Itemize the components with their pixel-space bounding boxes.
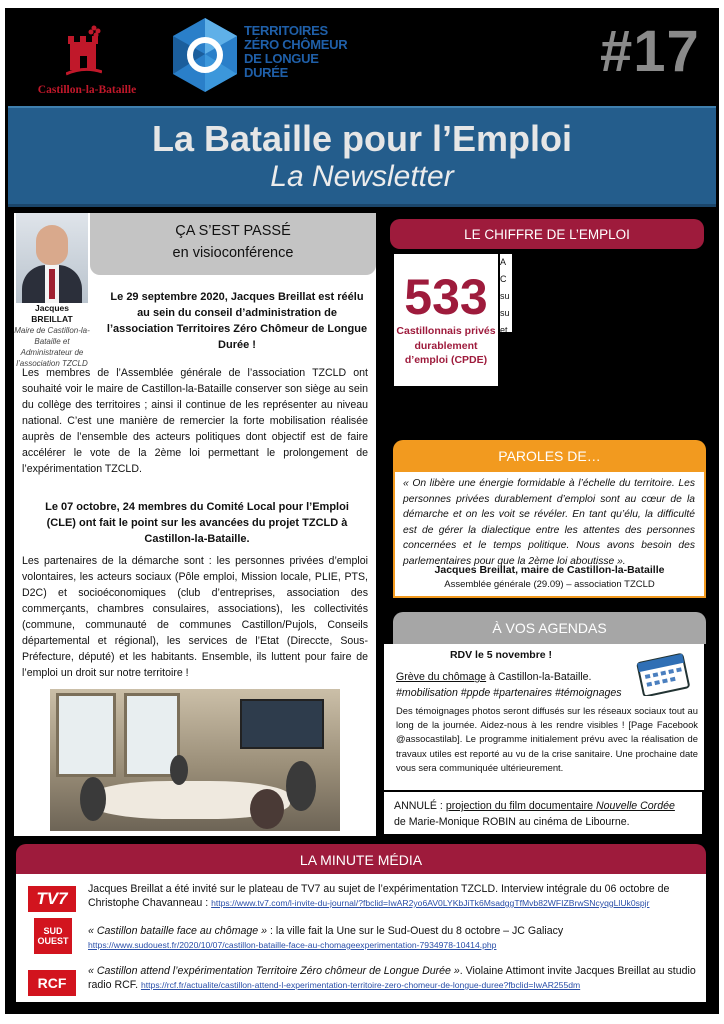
- paroles-author: Jacques Breillat, maire de Castillon-la-Bataille: [434, 564, 665, 576]
- chiffre-label: Castillonnais privés durablement d’emploi (CPDE): [396, 325, 496, 366]
- newsletter-title: La Bataille pour l’Emploi: [151, 118, 573, 159]
- media-link[interactable]: https://www.tv7.com/l-invite-du-journal/?fbclid=IwAR2yo6AV0LYKbJiTk6MsadggTfMvb82WFIZBrwSNcyqgLlUk0spjr: [211, 898, 650, 908]
- castle-icon: [66, 22, 102, 78]
- agenda-event: Grève du chômage à Castillon-la-Bataille.: [396, 671, 592, 683]
- media-box: [16, 874, 706, 1002]
- body-paragraph-1: Les membres de l’Assemblée générale de l’association TZCLD ont souhaité voir le maire de Castillon-la-Bataille conserver son siège au sein du collège des territoires ; ainsi il continue de les représenter au niveau national. C’est une manière de remercier la forte mobilisation réalisée auprès de l’ensemble des acteurs politiques dont objectif est de faire accélérer le vote de la 2ème loi permettant le prolongement de l’expérimentation TZCLD.: [22, 367, 368, 475]
- paroles-box: [393, 470, 706, 598]
- chiffre-title: LE CHIFFRE DE L’EMPLOI: [464, 227, 630, 242]
- lead-paragraph-1: Le 29 septembre 2020, Jacques Breillat est réélu au sein du conseil d’administration de l’association Territoires Zéro Chômeur de Longue Durée !: [106, 291, 368, 351]
- media-header: [16, 844, 706, 874]
- paroles-title: PAROLES DE…: [498, 448, 601, 464]
- paroles-header: [393, 440, 706, 470]
- agenda-date: RDV le 5 novembre !: [438, 644, 564, 666]
- hexagon-logo-icon: [170, 16, 240, 96]
- lead-paragraph-2: Le 07 octobre, 24 membres du Comité Local pour l’Emploi (CLE) ont fait le point sur les avancées du projet TZCLD à Castillon-la-Bataille.: [45, 501, 349, 545]
- paroles-quote: « On libère une énergie formidable à l’échelle du territoire. Les personnes privées durablement d’emploi sont au cœur de la démarche et on les voit se révéler. En tant qu’élu, la difficulté est de gérer la dialectique entre les attentes des personnes concernées et le temps politique. Nous avons besoin des parlementaires pour que la 2ème loi aboutisse ».: [403, 478, 695, 567]
- chiffre-number: 533: [404, 269, 488, 325]
- media-item-text: « Castillon bataille face au chômage » : la ville fait la Une sur le Sud-Ouest du 8 octobre – JC Galiacy https://www.sudouest.fr/2020/10/07/castillon-bataille-face-au-chomageexperimentation-7934978-10414.php: [88, 925, 564, 950]
- annule-link[interactable]: projection du film documentaire Nouvelle Cordée: [445, 800, 675, 812]
- agenda-event-link[interactable]: Grève du chômage: [396, 671, 487, 683]
- media-link[interactable]: https://www.sudouest.fr/2020/10/07/castillon-bataille-face-au-chomageexperimentation-7934978-10414.php: [88, 940, 497, 950]
- agenda-header: [393, 612, 706, 644]
- meeting-photo: [50, 689, 340, 831]
- tv7-logo-icon: TV7: [28, 886, 76, 912]
- sudouest-logo-icon: SUD OUEST: [34, 918, 72, 954]
- mayor-portrait: [16, 213, 88, 303]
- chiffre-clipped-text: A C su su et: [500, 254, 512, 332]
- portrait-name: Jacques BREILLAT: [31, 303, 73, 324]
- body-paragraph-2: Les partenaires de la démarche sont : les personnes privées d’emploi volontaires, les acteurs sociaux (Pôle emploi, Mission locale, PLIE, PTS, D2C) et socioéconomiques (club d’entreprises, association des commerçants, chambres consulaires, associations), les collectivités (commune, communauté de communes Castillon/Pujols, Conseils départemental et régional), les services de l’Etat (Direccte, Sous-Préfecture, député) et les habitants. Ensemble, ils luttent pour faire de l’emploi un droit sur notre territoire !: [22, 555, 368, 679]
- agenda-title: À VOS AGENDAS: [492, 620, 607, 636]
- chiffre-box: [394, 254, 498, 386]
- annule-text: ANNULÉ : projection du film documentaire Nouvelle Cordée de Marie-Monique ROBIN au cinéma de Libourne.: [394, 800, 675, 828]
- town-logo-label: Castillon-la-Bataille: [37, 84, 137, 96]
- agenda-hashtags: #mobilisation #ppde #partenaires #témoignages: [396, 687, 622, 699]
- media-item-text: « Castillon attend l’expérimentation Territoire Zéro chômeur de Longue Durée ». Violaine Attimont invite Jacques Breillat au studio radio RCF. https://rcf.fr/actualite/castillon-attend-l-experimentation-territoire-zero-chomeur-de-longue-duree?fbclid=IwAR255dm: [88, 965, 696, 991]
- title-banner: [8, 106, 716, 207]
- rcf-logo-icon: RCF: [28, 970, 76, 996]
- tzcld-logo-text: TERRITOIRES ZÉRO CHÔMEUR DE LONGUE DURÉE: [244, 23, 348, 80]
- media-item-text: Jacques Breillat a été invité sur le plateau de TV7 au sujet de l’expérimentation TZCLD. Interview intégrale du 06 octobre de Christophe Chavanneau : https://www.tv7.com/l-invite-du-journal/?fbclid=IwAR2yo6AV0LYKbJiTk6MsadggTfMvb82WFIZBrwSNcyqgLlUk0spjr: [88, 883, 670, 909]
- section-subtitle: en visioconférence: [172, 245, 294, 261]
- media-link[interactable]: https://rcf.fr/actualite/castillon-attend-l-experimentation-territoire-zero-chomeur-de-longue-duree?fbclid=IwAR255dm: [140, 980, 581, 990]
- section-title: ÇA S’EST PASSÉ: [175, 223, 291, 239]
- portrait-caption: [14, 303, 90, 369]
- section-header-passe: [90, 213, 376, 275]
- annule-box: [384, 792, 702, 834]
- left-column: [14, 213, 376, 836]
- tzcld-logo: [170, 16, 350, 100]
- issue-number: #17: [600, 19, 700, 84]
- newsletter-subtitle: La Newsletter: [270, 160, 454, 193]
- media-title: LA MINUTE MÉDIA: [299, 852, 423, 868]
- chiffre-header: [390, 219, 704, 249]
- portrait-role: Maire de Castillon-la-Bataille et Administrateur de l’association TZCLD: [14, 326, 90, 368]
- paroles-context: Assemblée générale (29.09) – association TZCLD: [444, 579, 655, 590]
- agenda-details: Des témoignages photos seront diffusés sur les réseaux sociaux tout au long de la journée. Aidez-nous à les rendre visibles ! [Page Facebook @assocastilab]. Le programme initialement prévu avec la réalisation de travaux utiles est reporté au vu de la crise sanitaire. Une prochaine date vous sera communiquée ultérieurement.: [396, 705, 698, 773]
- castillon-logo: [18, 14, 156, 100]
